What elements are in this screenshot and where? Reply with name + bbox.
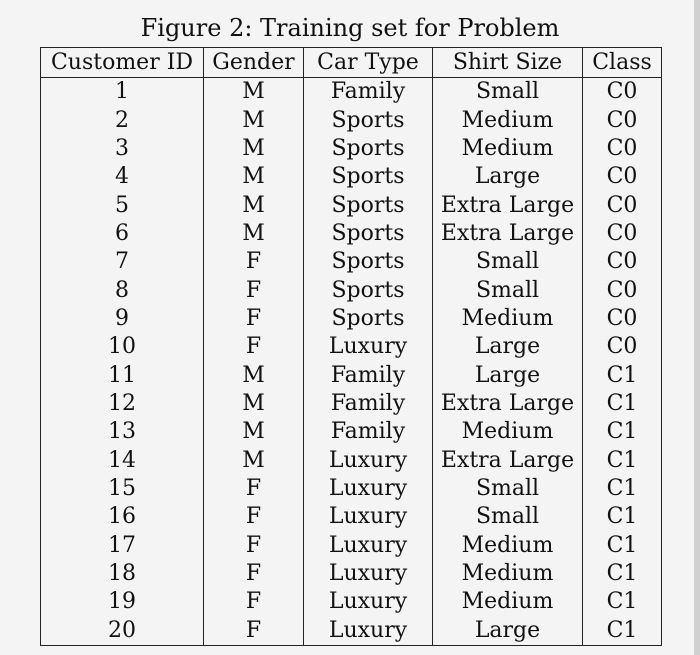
cell-customer-id: 10 xyxy=(41,333,204,361)
cell-gender: M xyxy=(204,106,304,134)
cell-gender: M xyxy=(204,390,304,418)
cell-gender: M xyxy=(204,135,304,163)
cell-shirt-size: Medium xyxy=(433,106,583,134)
cell-shirt-size: Medium xyxy=(433,305,583,333)
cell-shirt-size: Small xyxy=(433,276,583,304)
cell-gender: F xyxy=(204,588,304,616)
cell-car-type: Luxury xyxy=(304,475,433,503)
header-car-type: Car Type xyxy=(304,48,433,78)
table-row xyxy=(41,220,662,248)
cell-gender: M xyxy=(204,361,304,389)
cell-customer-id: 3 xyxy=(41,135,204,163)
table-row xyxy=(41,503,662,531)
cell-class: C1 xyxy=(583,532,662,560)
cell-car-type: Family xyxy=(304,78,433,107)
cell-car-type: Family xyxy=(304,418,433,446)
cell-shirt-size: Large xyxy=(433,361,583,389)
cell-car-type: Sports xyxy=(304,305,433,333)
cell-shirt-size: Medium xyxy=(433,418,583,446)
cell-class: C0 xyxy=(583,305,662,333)
cell-shirt-size: Extra Large xyxy=(433,191,583,219)
cell-class: C1 xyxy=(583,446,662,474)
cell-customer-id: 15 xyxy=(41,475,204,503)
table-row xyxy=(41,191,662,219)
cell-class: C1 xyxy=(583,503,662,531)
table-row xyxy=(41,588,662,616)
cell-shirt-size: Medium xyxy=(433,532,583,560)
table-header-row xyxy=(41,48,662,78)
cell-class: C0 xyxy=(583,333,662,361)
cell-gender: F xyxy=(204,503,304,531)
table-row xyxy=(41,446,662,474)
cell-class: C1 xyxy=(583,475,662,503)
cell-gender: F xyxy=(204,305,304,333)
cell-car-type: Luxury xyxy=(304,532,433,560)
cell-gender: M xyxy=(204,191,304,219)
cell-car-type: Luxury xyxy=(304,588,433,616)
cell-car-type: Sports xyxy=(304,135,433,163)
cell-car-type: Luxury xyxy=(304,560,433,588)
table-row xyxy=(41,305,662,333)
cell-customer-id: 17 xyxy=(41,532,204,560)
table-row xyxy=(41,78,662,107)
cell-class: C0 xyxy=(583,106,662,134)
table-row xyxy=(41,617,662,646)
table-body xyxy=(41,78,662,646)
cell-shirt-size: Extra Large xyxy=(433,220,583,248)
cell-gender: F xyxy=(204,532,304,560)
cell-shirt-size: Large xyxy=(433,617,583,646)
table-row xyxy=(41,532,662,560)
cell-shirt-size: Small xyxy=(433,475,583,503)
cell-car-type: Sports xyxy=(304,248,433,276)
table-row xyxy=(41,560,662,588)
cell-customer-id: 19 xyxy=(41,588,204,616)
cell-car-type: Family xyxy=(304,361,433,389)
cell-customer-id: 4 xyxy=(41,163,204,191)
cell-customer-id: 8 xyxy=(41,276,204,304)
table-row xyxy=(41,163,662,191)
cell-class: C1 xyxy=(583,588,662,616)
header-gender: Gender xyxy=(204,48,304,78)
cell-shirt-size: Medium xyxy=(433,560,583,588)
cell-customer-id: 6 xyxy=(41,220,204,248)
cell-shirt-size: Large xyxy=(433,163,583,191)
cell-customer-id: 5 xyxy=(41,191,204,219)
cell-gender: M xyxy=(204,163,304,191)
cell-car-type: Sports xyxy=(304,276,433,304)
cell-gender: F xyxy=(204,617,304,646)
table-row xyxy=(41,418,662,446)
cell-customer-id: 7 xyxy=(41,248,204,276)
cell-class: C0 xyxy=(583,135,662,163)
cell-customer-id: 9 xyxy=(41,305,204,333)
cell-car-type: Sports xyxy=(304,191,433,219)
cell-car-type: Sports xyxy=(304,220,433,248)
cell-shirt-size: Medium xyxy=(433,588,583,616)
cell-customer-id: 14 xyxy=(41,446,204,474)
table-row xyxy=(41,390,662,418)
cell-shirt-size: Small xyxy=(433,78,583,107)
training-set-table xyxy=(40,47,662,646)
table-row xyxy=(41,135,662,163)
header-shirt-size: Shirt Size xyxy=(433,48,583,78)
cell-customer-id: 1 xyxy=(41,78,204,107)
cell-class: C0 xyxy=(583,191,662,219)
cell-car-type: Luxury xyxy=(304,617,433,646)
cell-class: C1 xyxy=(583,390,662,418)
cell-class: C1 xyxy=(583,617,662,646)
cell-class: C0 xyxy=(583,163,662,191)
cell-customer-id: 20 xyxy=(41,617,204,646)
cell-gender: F xyxy=(204,276,304,304)
window-edge xyxy=(694,0,700,655)
figure-caption: Figure 2: Training set for Problem xyxy=(140,14,560,42)
cell-car-type: Sports xyxy=(304,163,433,191)
cell-class: C0 xyxy=(583,276,662,304)
cell-customer-id: 18 xyxy=(41,560,204,588)
cell-car-type: Sports xyxy=(304,106,433,134)
cell-gender: F xyxy=(204,475,304,503)
cell-class: C0 xyxy=(583,248,662,276)
cell-shirt-size: Extra Large xyxy=(433,390,583,418)
cell-class: C0 xyxy=(583,78,662,107)
cell-shirt-size: Small xyxy=(433,248,583,276)
table-row xyxy=(41,475,662,503)
table-row xyxy=(41,333,662,361)
cell-customer-id: 13 xyxy=(41,418,204,446)
cell-customer-id: 16 xyxy=(41,503,204,531)
cell-car-type: Luxury xyxy=(304,446,433,474)
cell-gender: M xyxy=(204,78,304,107)
cell-car-type: Luxury xyxy=(304,333,433,361)
cell-class: C1 xyxy=(583,418,662,446)
cell-shirt-size: Medium xyxy=(433,135,583,163)
cell-shirt-size: Large xyxy=(433,333,583,361)
cell-shirt-size: Small xyxy=(433,503,583,531)
cell-customer-id: 11 xyxy=(41,361,204,389)
table-row xyxy=(41,248,662,276)
table-row xyxy=(41,361,662,389)
cell-shirt-size: Extra Large xyxy=(433,446,583,474)
cell-car-type: Luxury xyxy=(304,503,433,531)
cell-customer-id: 12 xyxy=(41,390,204,418)
cell-customer-id: 2 xyxy=(41,106,204,134)
cell-car-type: Family xyxy=(304,390,433,418)
cell-class: C0 xyxy=(583,220,662,248)
cell-gender: F xyxy=(204,560,304,588)
cell-class: C1 xyxy=(583,560,662,588)
header-customer-id: Customer ID xyxy=(41,48,204,78)
cell-gender: F xyxy=(204,333,304,361)
table-row xyxy=(41,276,662,304)
header-class: Class xyxy=(583,48,662,78)
cell-gender: F xyxy=(204,248,304,276)
table-row xyxy=(41,106,662,134)
cell-gender: M xyxy=(204,220,304,248)
cell-class: C1 xyxy=(583,361,662,389)
cell-gender: M xyxy=(204,418,304,446)
cell-gender: M xyxy=(204,446,304,474)
